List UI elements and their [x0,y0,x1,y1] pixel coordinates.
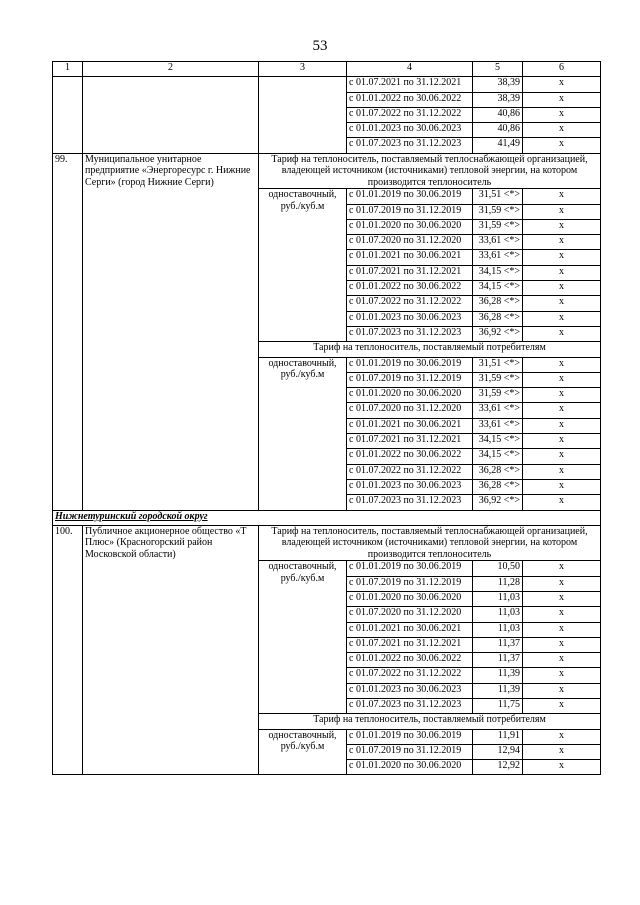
x-cell: x [523,107,601,122]
period-cell: с 01.07.2020 по 31.12.2020 [347,235,473,250]
tariff-block-title: Тариф на теплоноситель, поставляемый потребителям [259,342,601,357]
org-number: 99. [53,153,83,510]
tariff-type: одноставочный, руб./куб.м [259,729,347,775]
x-cell: x [523,495,601,510]
value-cell: 11,39 [473,668,523,683]
period-cell: с 01.01.2023 по 30.06.2023 [347,683,473,698]
period-cell: с 01.07.2022 по 31.12.2022 [347,464,473,479]
x-cell: x [523,729,601,744]
period-cell: с 01.07.2020 по 31.12.2020 [347,607,473,622]
period-cell: с 01.01.2022 по 30.06.2022 [347,281,473,296]
period-cell: с 01.07.2023 по 31.12.2023 [347,495,473,510]
period-cell: с 01.01.2023 по 30.06.2023 [347,123,473,138]
value-cell: 36,28 <*> [473,296,523,311]
num-cell [53,77,83,153]
value-cell: 36,28 <*> [473,311,523,326]
x-cell: x [523,357,601,372]
period-cell: с 01.07.2022 по 31.12.2022 [347,107,473,122]
section-title: Нижнетуринский городской округ [53,510,601,525]
tariff-block-title: Тариф на теплоноситель, поставляемый потребителям [259,714,601,729]
period-cell: с 01.01.2021 по 30.06.2021 [347,250,473,265]
tariff-table [52,61,601,775]
x-cell: x [523,668,601,683]
table-row [53,77,601,92]
period-cell: с 01.07.2022 по 31.12.2022 [347,668,473,683]
x-cell: x [523,388,601,403]
period-cell: с 01.07.2023 по 31.12.2023 [347,138,473,153]
period-cell: с 01.01.2021 по 30.06.2021 [347,622,473,637]
column-header: 4 [347,62,473,77]
value-cell: 12,94 [473,744,523,759]
x-cell: x [523,77,601,92]
value-cell: 31,59 <*> [473,388,523,403]
x-cell: x [523,479,601,494]
value-cell: 41,49 [473,138,523,153]
value-cell: 12,92 [473,760,523,775]
column-header: 2 [83,62,259,77]
period-cell: с 01.07.2019 по 31.12.2019 [347,372,473,387]
period-cell: с 01.01.2020 по 30.06.2020 [347,591,473,606]
value-cell: 11,39 [473,683,523,698]
period-cell: с 01.01.2020 по 30.06.2020 [347,388,473,403]
period-cell: с 01.07.2023 по 31.12.2023 [347,698,473,713]
value-cell: 11,91 [473,729,523,744]
value-cell: 31,59 <*> [473,219,523,234]
x-cell: x [523,744,601,759]
x-cell: x [523,326,601,341]
x-cell: x [523,622,601,637]
period-cell: с 01.01.2020 по 30.06.2020 [347,760,473,775]
period-cell: с 01.01.2022 по 30.06.2022 [347,653,473,668]
x-cell: x [523,434,601,449]
org-cell [83,77,259,153]
value-cell: 10,50 [473,561,523,576]
x-cell: x [523,449,601,464]
period-cell: с 01.01.2022 по 30.06.2022 [347,92,473,107]
tariff-type: одноставочный, руб./куб.м [259,189,347,342]
period-cell: с 01.01.2020 по 30.06.2020 [347,219,473,234]
tariff-block-title: Тариф на теплоноситель, поставляемый теплоснабжающей организацией, владеющей источником (источниками) тепловой энергии, на котором производится теплоноситель [259,153,601,189]
column-header: 6 [523,62,601,77]
x-cell: x [523,403,601,418]
period-cell: с 01.01.2021 по 30.06.2021 [347,418,473,433]
x-cell: x [523,92,601,107]
x-cell: x [523,123,601,138]
x-cell: x [523,265,601,280]
period-cell: с 01.07.2021 по 31.12.2021 [347,77,473,92]
value-cell: 11,75 [473,698,523,713]
period-cell: с 01.01.2023 по 30.06.2023 [347,311,473,326]
period-cell: с 01.01.2019 по 30.06.2019 [347,189,473,204]
x-cell: x [523,576,601,591]
value-cell: 34,15 <*> [473,281,523,296]
period-cell: с 01.07.2021 по 31.12.2021 [347,434,473,449]
value-cell: 11,37 [473,637,523,652]
column-header: 5 [473,62,523,77]
value-cell: 11,03 [473,591,523,606]
value-cell: 11,28 [473,576,523,591]
value-cell: 40,86 [473,123,523,138]
type-cell [259,77,347,153]
x-cell: x [523,464,601,479]
x-cell: x [523,591,601,606]
value-cell: 34,15 <*> [473,265,523,280]
value-cell: 11,03 [473,607,523,622]
period-cell: с 01.07.2021 по 31.12.2021 [347,265,473,280]
x-cell: x [523,219,601,234]
tariff-type: одноставочный, руб./куб.м [259,357,347,510]
x-cell: x [523,653,601,668]
value-cell: 36,28 <*> [473,464,523,479]
period-cell: с 01.01.2023 по 30.06.2023 [347,479,473,494]
value-cell: 31,51 <*> [473,189,523,204]
value-cell: 34,15 <*> [473,434,523,449]
period-cell: с 01.07.2023 по 31.12.2023 [347,326,473,341]
x-cell: x [523,418,601,433]
value-cell: 38,39 [473,77,523,92]
value-cell: 36,92 <*> [473,495,523,510]
value-cell: 36,28 <*> [473,479,523,494]
header-row [53,62,601,77]
value-cell: 34,15 <*> [473,449,523,464]
value-cell: 33,61 <*> [473,403,523,418]
value-cell: 33,61 <*> [473,418,523,433]
x-cell: x [523,683,601,698]
org-title-row [53,153,601,189]
x-cell: x [523,204,601,219]
period-cell: с 01.07.2022 по 31.12.2022 [347,296,473,311]
x-cell: x [523,607,601,622]
tariff-block-title: Тариф на теплоноситель, поставляемый теплоснабжающей организацией, владеющей источником (источниками) тепловой энергии, на котором производится теплоноситель [259,525,601,561]
period-cell: с 01.07.2019 по 31.12.2019 [347,744,473,759]
value-cell: 33,61 <*> [473,250,523,265]
x-cell: x [523,235,601,250]
x-cell: x [523,250,601,265]
x-cell: x [523,296,601,311]
x-cell: x [523,138,601,153]
section-row [53,510,601,525]
value-cell: 11,03 [473,622,523,637]
period-cell: с 01.01.2019 по 30.06.2019 [347,561,473,576]
value-cell: 31,59 <*> [473,204,523,219]
x-cell: x [523,372,601,387]
x-cell: x [523,189,601,204]
value-cell: 40,86 [473,107,523,122]
page-number: 53 [312,38,328,54]
column-header: 3 [259,62,347,77]
period-cell: с 01.07.2021 по 31.12.2021 [347,637,473,652]
period-cell: с 01.01.2019 по 30.06.2019 [347,729,473,744]
org-title-row [53,525,601,561]
value-cell: 33,61 <*> [473,235,523,250]
period-cell: с 01.07.2019 по 31.12.2019 [347,576,473,591]
tariff-type: одноставочный, руб./куб.м [259,561,347,714]
x-cell: x [523,281,601,296]
x-cell: x [523,561,601,576]
x-cell: x [523,698,601,713]
period-cell: с 01.01.2022 по 30.06.2022 [347,449,473,464]
period-cell: с 01.07.2020 по 31.12.2020 [347,403,473,418]
value-cell: 31,59 <*> [473,372,523,387]
org-number: 100. [53,525,83,775]
org-name: Муниципальное унитарное предприятие «Энергоресурс г. Нижние Серги» (город Нижние Серги) [83,153,259,510]
period-cell: с 01.07.2019 по 31.12.2019 [347,204,473,219]
x-cell: x [523,637,601,652]
x-cell: x [523,760,601,775]
value-cell: 38,39 [473,92,523,107]
value-cell: 36,92 <*> [473,326,523,341]
value-cell: 11,37 [473,653,523,668]
x-cell: x [523,311,601,326]
value-cell: 31,51 <*> [473,357,523,372]
org-name: Публичное акционерное общество «Т Плюс» (Красногорский район Московской области) [83,525,259,775]
period-cell: с 01.01.2019 по 30.06.2019 [347,357,473,372]
column-header: 1 [53,62,83,77]
